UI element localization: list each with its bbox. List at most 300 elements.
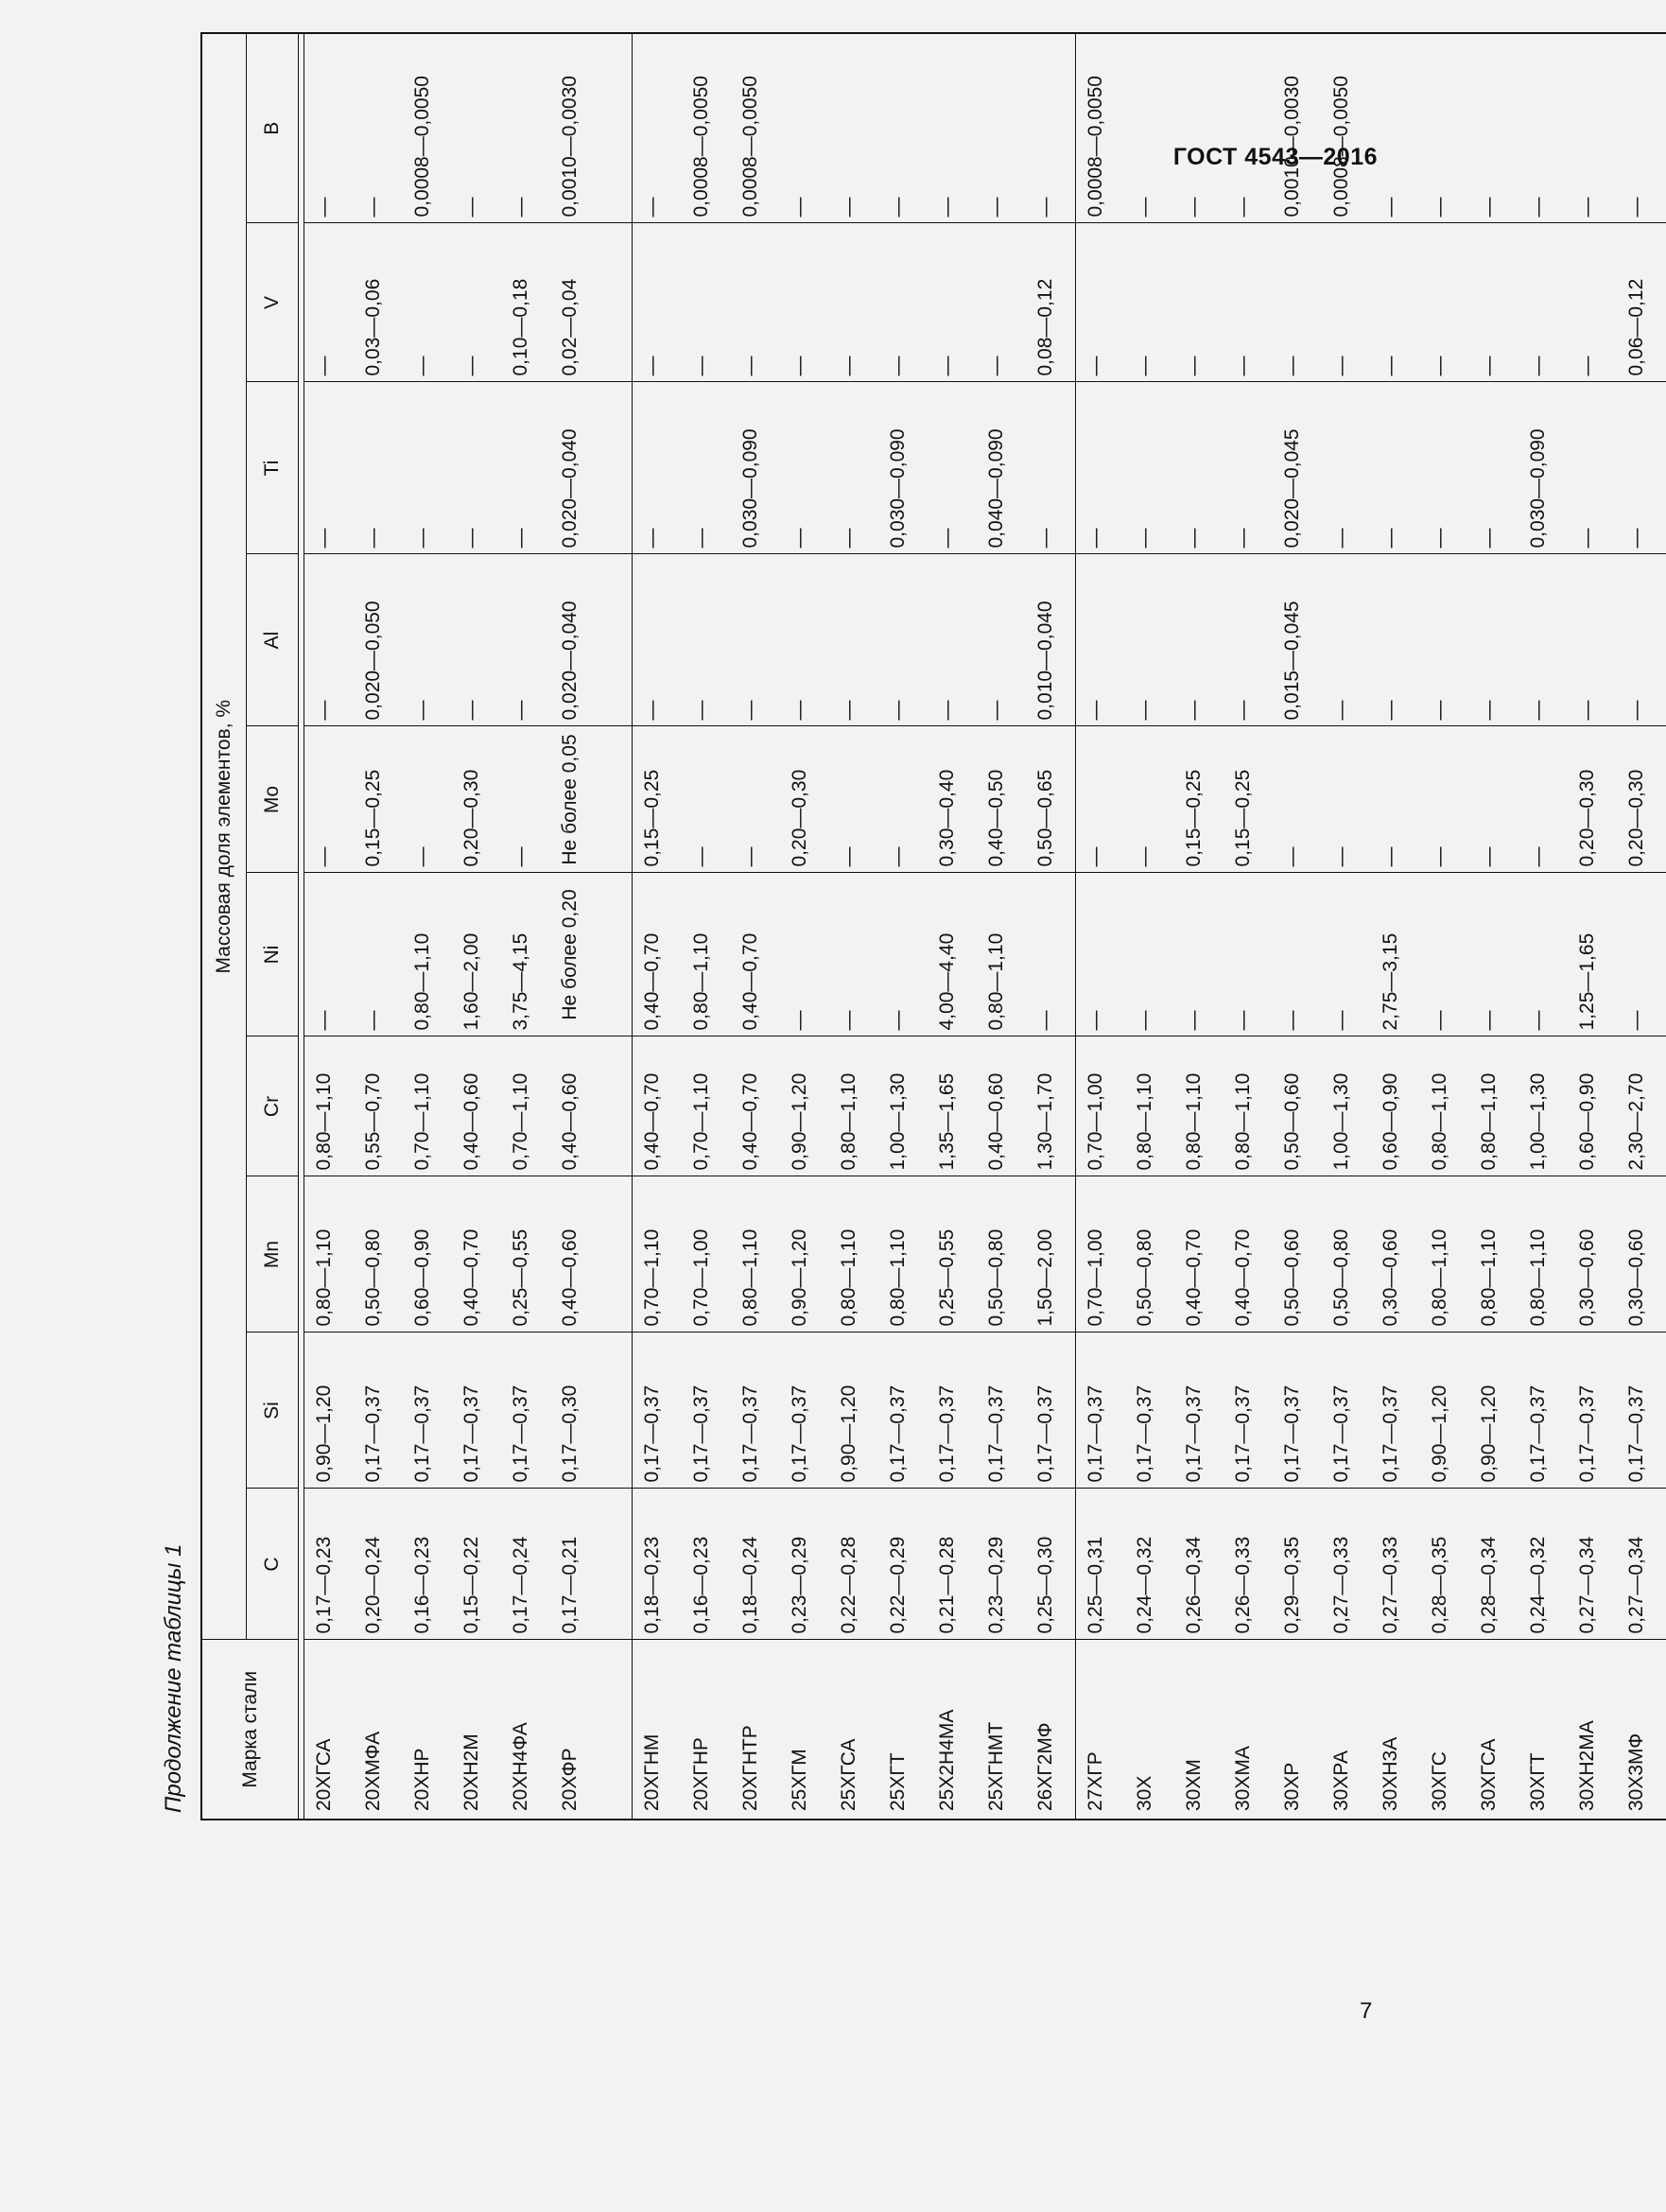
value-cell: 0,80—1,10: [829, 1036, 878, 1176]
steel-grade-cell: 25ХГСА: [829, 1640, 878, 1820]
value-cell: —: [501, 382, 550, 554]
value-cell: —: [354, 33, 403, 223]
value-cell: 2,75—3,15: [1371, 873, 1420, 1036]
value-cell: 0,25—0,30: [1026, 1489, 1076, 1640]
element-column-header: Ti: [247, 382, 299, 554]
value-cell: 0,17—0,37: [1568, 1332, 1617, 1489]
value-cell: —: [1420, 223, 1469, 382]
table-row: [731, 33, 780, 1820]
element-column-header: Ni: [247, 873, 299, 1036]
steel-grade-cell: 25Х2Н4МА: [928, 1640, 977, 1820]
value-cell: 0,015—0,045: [1273, 554, 1322, 726]
value-cell: 0,40—0,70: [731, 1036, 780, 1176]
value-cell: 0,80—1,10: [878, 1176, 928, 1332]
value-cell: 0,40—0,70: [452, 1176, 501, 1332]
value-cell: —: [1174, 873, 1223, 1036]
value-cell: 2,30—2,70: [1617, 1036, 1666, 1176]
value-cell: —: [304, 33, 355, 223]
value-cell: 0,030—0,090: [1518, 382, 1568, 554]
value-cell: 0,020—0,050: [354, 554, 403, 726]
value-cell: —: [452, 33, 501, 223]
value-cell: —: [633, 223, 683, 382]
value-cell: —: [1076, 382, 1126, 554]
value-cell: 0,03—0,06: [354, 223, 403, 382]
value-cell: —: [1322, 382, 1371, 554]
value-cell: 0,0008—0,0050: [731, 33, 780, 223]
value-cell: —: [1617, 382, 1666, 554]
value-cell: 0,22—0,29: [878, 1489, 928, 1640]
value-cell: —: [1420, 726, 1469, 873]
value-cell: 0,80—1,10: [829, 1176, 878, 1332]
value-cell: 0,17—0,37: [501, 1332, 550, 1489]
value-cell: —: [1322, 554, 1371, 726]
value-cell: 0,60—0,90: [1568, 1036, 1617, 1176]
value-cell: —: [1518, 223, 1568, 382]
value-cell: 0,90—1,20: [829, 1332, 878, 1489]
table-row: [682, 33, 731, 1820]
value-cell: 0,50—0,80: [1125, 1176, 1174, 1332]
value-cell: 3,75—4,15: [501, 873, 550, 1036]
value-cell: 0,80—1,10: [1420, 1036, 1469, 1176]
value-cell: 0,80—1,10: [1174, 1036, 1223, 1176]
table-row: [977, 33, 1026, 1820]
composition-table: [200, 32, 1666, 1820]
steel-grade-cell: 20ХНР: [403, 1640, 452, 1820]
value-cell: 0,90—1,20: [1420, 1332, 1469, 1489]
table-row: [633, 33, 683, 1820]
value-cell: 0,02—0,04: [550, 223, 633, 382]
value-cell: 0,25—0,31: [1076, 1489, 1126, 1640]
table-row: [1076, 33, 1126, 1820]
value-cell: —: [1617, 873, 1666, 1036]
value-cell: 1,00—1,30: [878, 1036, 928, 1176]
value-cell: 0,010—0,040: [1026, 554, 1076, 726]
table-row: [1174, 33, 1223, 1820]
value-cell: 0,15—0,25: [633, 726, 683, 873]
table-row: [1125, 33, 1174, 1820]
value-cell: 0,70—1,10: [403, 1036, 452, 1176]
value-cell: 0,80—1,10: [977, 873, 1026, 1036]
value-cell: 0,20—0,24: [354, 1489, 403, 1640]
value-cell: —: [1322, 873, 1371, 1036]
value-cell: —: [878, 726, 928, 873]
value-cell: —: [1125, 223, 1174, 382]
value-cell: —: [878, 33, 928, 223]
value-cell: —: [829, 554, 878, 726]
steel-grade-cell: 30ХГТ: [1518, 1640, 1568, 1820]
value-cell: 0,90—1,20: [1469, 1332, 1518, 1489]
value-cell: 0,50—0,80: [1322, 1176, 1371, 1332]
value-cell: 0,20—0,30: [1617, 726, 1666, 873]
value-cell: 0,80—1,10: [1469, 1036, 1518, 1176]
value-cell: —: [731, 223, 780, 382]
value-cell: 0,80—1,10: [304, 1176, 355, 1332]
value-cell: —: [1223, 382, 1273, 554]
value-cell: 0,30—0,60: [1617, 1176, 1666, 1332]
value-cell: —: [1174, 33, 1223, 223]
document-code: ГОСТ 4543—2016: [1172, 144, 1378, 170]
value-cell: —: [780, 873, 829, 1036]
table-row: [452, 33, 501, 1820]
table-row: [1617, 33, 1666, 1820]
value-cell: 0,0010—0,0030: [1273, 33, 1322, 223]
value-cell: —: [1125, 726, 1174, 873]
value-cell: 0,40—0,60: [452, 1036, 501, 1176]
value-cell: —: [304, 382, 355, 554]
value-cell: 0,17—0,37: [1174, 1332, 1223, 1489]
value-cell: 0,90—1,20: [304, 1332, 355, 1489]
value-cell: 0,17—0,37: [1026, 1332, 1076, 1489]
value-cell: —: [1273, 873, 1322, 1036]
value-cell: —: [1469, 382, 1518, 554]
table-row: [1273, 33, 1322, 1820]
value-cell: 0,80—1,10: [304, 1036, 355, 1176]
value-cell: 0,15—0,22: [452, 1489, 501, 1640]
value-cell: —: [403, 554, 452, 726]
value-cell: 0,70—1,10: [682, 1036, 731, 1176]
value-cell: —: [1174, 223, 1223, 382]
value-cell: —: [1469, 33, 1518, 223]
value-cell: 0,17—0,23: [304, 1489, 355, 1640]
value-cell: —: [977, 33, 1026, 223]
value-cell: 0,0008—0,0050: [403, 33, 452, 223]
steel-grade-cell: 20ХН2М: [452, 1640, 501, 1820]
value-cell: 0,18—0,23: [633, 1489, 683, 1640]
steel-grade-cell: 30ХГС: [1420, 1640, 1469, 1820]
value-cell: 1,25—1,65: [1568, 873, 1617, 1036]
value-cell: 0,29—0,35: [1273, 1489, 1322, 1640]
value-cell: 0,23—0,29: [977, 1489, 1026, 1640]
value-cell: —: [977, 554, 1026, 726]
value-cell: —: [780, 382, 829, 554]
value-cell: —: [1223, 33, 1273, 223]
table-row: [1469, 33, 1518, 1820]
value-cell: 0,70—1,00: [1076, 1036, 1126, 1176]
steel-grade-cell: 30ХРА: [1322, 1640, 1371, 1820]
value-cell: 0,90—1,20: [780, 1176, 829, 1332]
value-cell: 0,17—0,37: [403, 1332, 452, 1489]
element-column-header: V: [247, 223, 299, 382]
value-cell: —: [1273, 726, 1322, 873]
value-cell: —: [1125, 554, 1174, 726]
grade-column-header: Марка стали: [201, 1640, 299, 1820]
value-cell: 1,35—1,65: [928, 1036, 977, 1176]
value-cell: —: [1371, 223, 1420, 382]
value-cell: —: [1174, 554, 1223, 726]
value-cell: 0,80—1,10: [1420, 1176, 1469, 1332]
value-cell: 0,70—1,00: [1076, 1176, 1126, 1332]
steel-grade-cell: 25ХГНМТ: [977, 1640, 1026, 1820]
value-cell: 0,17—0,37: [1125, 1332, 1174, 1489]
table-row: [550, 33, 633, 1820]
value-cell: 0,50—0,80: [354, 1176, 403, 1332]
value-cell: 0,17—0,37: [977, 1332, 1026, 1489]
value-cell: —: [1026, 382, 1076, 554]
value-cell: —: [1125, 873, 1174, 1036]
value-cell: 0,90—1,20: [780, 1036, 829, 1176]
value-cell: —: [1223, 554, 1273, 726]
value-cell: —: [1273, 223, 1322, 382]
value-cell: —: [1568, 223, 1617, 382]
steel-grade-cell: 20ХФР: [550, 1640, 633, 1820]
value-cell: 0,80—1,10: [1469, 1176, 1518, 1332]
page-number: 7: [1360, 1998, 1373, 2024]
value-cell: —: [829, 873, 878, 1036]
value-cell: 1,00—1,30: [1518, 1036, 1568, 1176]
steel-grade-cell: 30Х3МФ: [1617, 1640, 1666, 1820]
value-cell: Не более 0,20: [550, 873, 633, 1036]
value-cell: 0,50—0,60: [1273, 1036, 1322, 1176]
value-cell: —: [780, 33, 829, 223]
value-cell: 0,17—0,37: [682, 1332, 731, 1489]
value-cell: —: [1371, 726, 1420, 873]
value-cell: 0,17—0,37: [878, 1332, 928, 1489]
table-row: [780, 33, 829, 1820]
value-cell: —: [452, 382, 501, 554]
value-cell: 0,26—0,34: [1174, 1489, 1223, 1640]
value-cell: 0,60—0,90: [403, 1176, 452, 1332]
value-cell: —: [1420, 33, 1469, 223]
value-cell: —: [977, 223, 1026, 382]
value-cell: 0,80—1,10: [731, 1176, 780, 1332]
value-cell: 1,30—1,70: [1026, 1036, 1076, 1176]
value-cell: 0,16—0,23: [682, 1489, 731, 1640]
value-cell: 0,17—0,37: [1223, 1332, 1273, 1489]
value-cell: —: [1518, 726, 1568, 873]
table-row: [1026, 33, 1076, 1820]
value-cell: 0,40—0,70: [633, 1036, 683, 1176]
value-cell: —: [1322, 223, 1371, 382]
value-cell: 0,26—0,33: [1223, 1489, 1273, 1640]
steel-grade-cell: 25ХГТ: [878, 1640, 928, 1820]
value-cell: —: [1568, 382, 1617, 554]
value-cell: —: [1174, 382, 1223, 554]
table-row: [403, 33, 452, 1820]
value-cell: 0,15—0,25: [1223, 726, 1273, 873]
table-row: [354, 33, 403, 1820]
value-cell: —: [1076, 554, 1126, 726]
value-cell: —: [1420, 554, 1469, 726]
steel-grade-cell: 20ХГНМ: [633, 1640, 683, 1820]
value-cell: —: [1617, 33, 1666, 223]
value-cell: 0,18—0,24: [731, 1489, 780, 1640]
table-row: [1568, 33, 1617, 1820]
value-cell: 0,40—0,60: [550, 1036, 633, 1176]
value-cell: —: [878, 223, 928, 382]
value-cell: 0,80—1,10: [403, 873, 452, 1036]
element-column-header: Al: [247, 554, 299, 726]
value-cell: —: [1322, 726, 1371, 873]
value-cell: 0,17—0,24: [501, 1489, 550, 1640]
value-cell: —: [501, 726, 550, 873]
value-cell: 0,17—0,37: [1273, 1332, 1322, 1489]
value-cell: 0,25—0,55: [928, 1176, 977, 1332]
table-row: [304, 33, 355, 1820]
value-cell: —: [682, 382, 731, 554]
value-cell: —: [928, 33, 977, 223]
value-cell: —: [1076, 223, 1126, 382]
value-cell: 0,17—0,37: [1322, 1332, 1371, 1489]
value-cell: 0,08—0,12: [1026, 223, 1076, 382]
value-cell: 0,030—0,090: [731, 382, 780, 554]
value-cell: 0,030—0,090: [878, 382, 928, 554]
value-cell: 0,0008—0,0050: [1322, 33, 1371, 223]
value-cell: 0,10—0,18: [501, 223, 550, 382]
value-cell: —: [1223, 873, 1273, 1036]
value-cell: 0,0010—0,0030: [550, 33, 633, 223]
value-cell: 0,17—0,37: [731, 1332, 780, 1489]
value-cell: 0,0008—0,0050: [1076, 33, 1126, 223]
value-cell: —: [1469, 554, 1518, 726]
steel-grade-cell: 30ХН3А: [1371, 1640, 1420, 1820]
value-cell: —: [501, 554, 550, 726]
value-cell: —: [354, 873, 403, 1036]
value-cell: —: [1076, 726, 1126, 873]
value-cell: 0,21—0,28: [928, 1489, 977, 1640]
element-column-header: Mo: [247, 726, 299, 873]
value-cell: 0,020—0,045: [1273, 382, 1322, 554]
value-cell: —: [304, 726, 355, 873]
value-cell: 0,25—0,55: [501, 1176, 550, 1332]
value-cell: —: [928, 382, 977, 554]
steel-grade-cell: 20ХГНТР: [731, 1640, 780, 1820]
value-cell: —: [452, 223, 501, 382]
table-row: [928, 33, 977, 1820]
value-cell: 0,20—0,30: [780, 726, 829, 873]
table-row: [1223, 33, 1273, 1820]
value-cell: —: [1420, 382, 1469, 554]
value-cell: —: [1371, 33, 1420, 223]
value-cell: 0,40—0,60: [977, 1036, 1026, 1176]
value-cell: 0,30—0,60: [1371, 1176, 1420, 1332]
table-row: [1322, 33, 1371, 1820]
value-cell: 0,27—0,33: [1322, 1489, 1371, 1640]
value-cell: —: [928, 554, 977, 726]
value-cell: 0,17—0,37: [780, 1332, 829, 1489]
value-cell: 0,17—0,37: [452, 1332, 501, 1489]
value-cell: 0,50—0,60: [1273, 1176, 1322, 1332]
steel-grade-cell: 20ХМФА: [354, 1640, 403, 1820]
steel-grade-cell: 27ХГР: [1076, 1640, 1126, 1820]
value-cell: —: [731, 554, 780, 726]
steel-grade-cell: 30ХГСА: [1469, 1640, 1518, 1820]
value-cell: 0,0008—0,0050: [682, 33, 731, 223]
value-cell: —: [1026, 33, 1076, 223]
value-cell: —: [633, 382, 683, 554]
steel-grade-cell: 30ХМА: [1223, 1640, 1273, 1820]
table-caption: Продолжение таблицы 1: [161, 1543, 186, 1813]
steel-grade-cell: 20ХН4ФА: [501, 1640, 550, 1820]
value-cell: —: [878, 554, 928, 726]
value-cell: —: [403, 223, 452, 382]
value-cell: 0,50—0,80: [977, 1176, 1026, 1332]
element-column-header: Mn: [247, 1176, 299, 1332]
value-cell: 0,22—0,28: [829, 1489, 878, 1640]
value-cell: 0,30—0,60: [1568, 1176, 1617, 1332]
steel-grade-cell: 20ХГСА: [304, 1640, 355, 1820]
value-cell: 0,17—0,21: [550, 1489, 633, 1640]
value-cell: —: [1568, 33, 1617, 223]
value-cell: 0,55—0,70: [354, 1036, 403, 1176]
value-cell: 0,06—0,12: [1617, 223, 1666, 382]
value-cell: —: [1469, 873, 1518, 1036]
value-cell: 0,20—0,30: [1568, 726, 1617, 873]
value-cell: —: [1125, 33, 1174, 223]
value-cell: 0,17—0,30: [550, 1332, 633, 1489]
steel-grade-cell: 30ХР: [1273, 1640, 1322, 1820]
steel-grade-cell: 25ХГМ: [780, 1640, 829, 1820]
value-cell: 0,40—0,60: [550, 1176, 633, 1332]
value-cell: —: [1617, 554, 1666, 726]
value-cell: 0,17—0,37: [633, 1332, 683, 1489]
value-cell: 0,17—0,37: [928, 1332, 977, 1489]
value-cell: 0,16—0,23: [403, 1489, 452, 1640]
value-cell: 0,28—0,35: [1420, 1489, 1469, 1640]
element-column-header: C: [247, 1489, 299, 1640]
value-cell: —: [829, 33, 878, 223]
value-cell: 0,40—0,70: [1174, 1176, 1223, 1332]
table-row: [1420, 33, 1469, 1820]
value-cell: —: [928, 223, 977, 382]
value-cell: 0,20—0,30: [452, 726, 501, 873]
value-cell: 0,27—0,33: [1371, 1489, 1420, 1640]
value-cell: 0,24—0,32: [1125, 1489, 1174, 1640]
element-column-header: B: [247, 33, 299, 223]
value-cell: —: [354, 382, 403, 554]
value-cell: —: [780, 223, 829, 382]
value-cell: 0,17—0,37: [1371, 1332, 1420, 1489]
value-cell: 0,15—0,25: [1174, 726, 1223, 873]
value-cell: —: [1469, 726, 1518, 873]
value-cell: —: [829, 726, 878, 873]
element-column-header: Si: [247, 1332, 299, 1489]
steel-grade-cell: 30ХМ: [1174, 1640, 1223, 1820]
value-cell: —: [1076, 873, 1126, 1036]
table-row: [501, 33, 550, 1820]
table-row: [1518, 33, 1568, 1820]
value-cell: —: [829, 223, 878, 382]
value-cell: 0,80—1,10: [1223, 1036, 1273, 1176]
value-cell: 0,40—0,70: [633, 873, 683, 1036]
table-row: [878, 33, 928, 1820]
value-cell: 0,70—1,00: [682, 1176, 731, 1332]
mass-fraction-header: Массовая доля элементов, %: [201, 33, 247, 1640]
steel-grade-cell: 20ХГНР: [682, 1640, 731, 1820]
value-cell: 1,50—2,00: [1026, 1176, 1076, 1332]
value-cell: 0,80—1,10: [682, 873, 731, 1036]
value-cell: —: [1223, 223, 1273, 382]
value-cell: 0,70—1,10: [633, 1176, 683, 1332]
value-cell: —: [403, 726, 452, 873]
value-cell: 0,23—0,29: [780, 1489, 829, 1640]
value-cell: —: [1026, 873, 1076, 1036]
value-cell: Не более 0,05: [550, 726, 633, 873]
table-row: [1371, 33, 1420, 1820]
steel-grade-cell: 26ХГ2МФ: [1026, 1640, 1076, 1820]
value-cell: 0,80—1,10: [1125, 1036, 1174, 1176]
value-cell: 1,00—1,30: [1322, 1036, 1371, 1176]
value-cell: —: [878, 873, 928, 1036]
steel-grade-cell: 30Х: [1125, 1640, 1174, 1820]
value-cell: 0,30—0,40: [928, 726, 977, 873]
value-cell: —: [403, 382, 452, 554]
value-cell: —: [829, 382, 878, 554]
value-cell: 0,70—1,10: [501, 1036, 550, 1176]
value-cell: 0,17—0,37: [1076, 1332, 1126, 1489]
value-cell: 0,24—0,32: [1518, 1489, 1568, 1640]
value-cell: 0,020—0,040: [550, 382, 633, 554]
value-cell: —: [1518, 33, 1568, 223]
